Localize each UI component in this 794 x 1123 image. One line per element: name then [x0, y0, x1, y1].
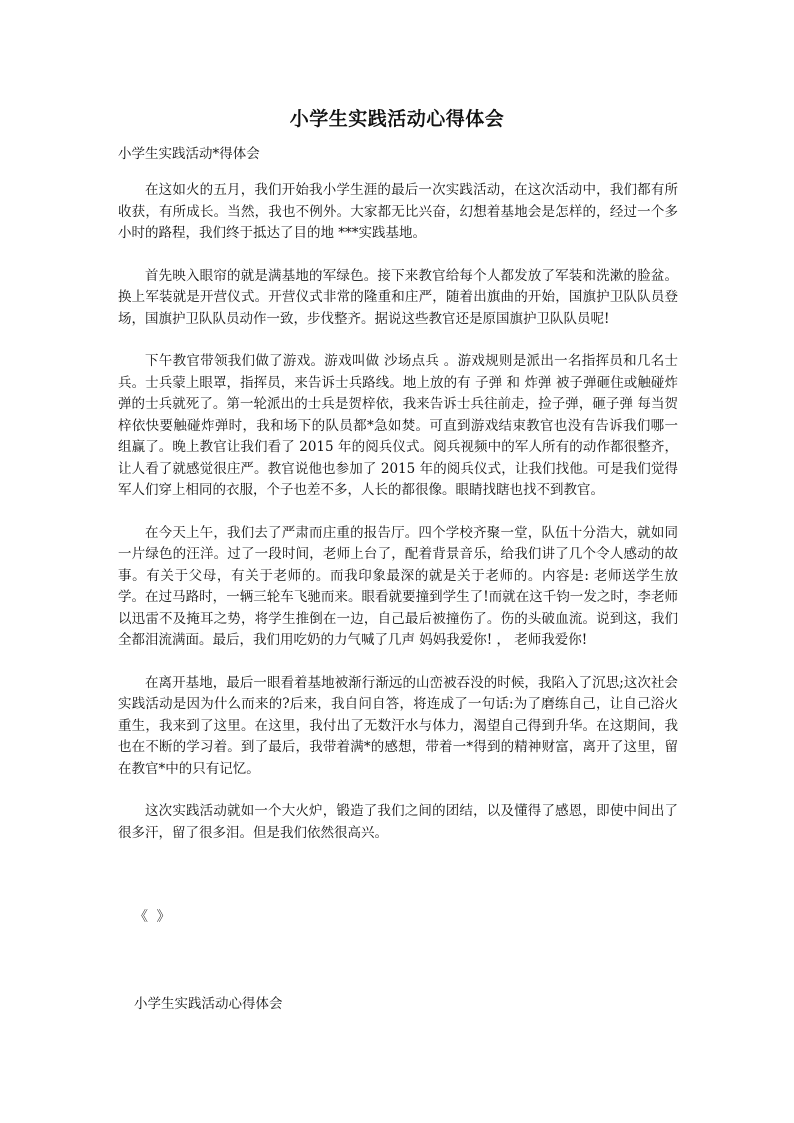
- paragraph: 在今天上午，我们去了严肃而庄重的报告厅。四个学校齐聚一堂，队伍十分浩大，就如同一片绿色的汪洋。过了一段时间，老师上台了，配着背景音乐，给我们讲了几个令人感动的故事。有关于父母，有关于老师的。而我印象最深的就是关于老师的。内容是: 老师送学生放学。在过马路时，一辆三轮车飞驰而来。眼看就要撞到学生了!而就在这千钧一发之时，李老师以迅雷不及掩耳之势，将学生推倒在一边，自己最后被撞伤了。伤的头破血流。说到这，我们全都泪流满面。最后，我们用吃奶的力气喊了几声 妈妈我爱你! ， 老师我爱你!: [118, 524, 678, 648]
- paragraph: 在这如火的五月，我们开始我小学生涯的最后一次实践活动，在这次活动中，我们都有所收获，有所成长。当然，我也不例外。大家都无比兴奋，幻想着基地会是怎样的，经过一个多小时的路程，我们终于抵达了目的地 ***实践基地。: [118, 182, 678, 241]
- paragraph: 首先映入眼帘的就是满基地的军绿色。接下来教官给每个人都发放了军装和洗漱的脸盆。换上军装就是开营仪式。开营仪式非常的隆重和庄严，随着出旗曲的开始，国旗护卫队队员登场，国旗护卫队队员动作一致，步伐整齐。据说这些教官还是原国旗护卫队队员呢!: [118, 267, 678, 327]
- document-subtitle: 小学生实践活动*得体会: [118, 146, 260, 162]
- document-body: [118, 180, 678, 865]
- paragraph: 下午教官带领我们做了游戏。游戏叫做 沙场点兵 。游戏规则是派出一名指挥员和几名士兵。士兵蒙上眼罩，指挥员，来告诉士兵路线。地上放的有 子弹 和 炸弹 被子弹砸住或触碰炸弹的士兵就死了。第一轮派出的士兵是贺梓依，我来告诉士兵往前走，捡子弹，砸子弹 每当贺梓依快要触碰炸弹时，我和场下的队员都*急如焚。可直到游戏结束教官也没有告诉我们哪一组赢了。晚上教官让我们看了 2015 年的阅兵仪式。阅兵视频中的军人所有的动作都很整齐，让人看了就感觉很庄严。教官说他也参加了 2015 年的阅兵仪式，让我们找他。可是我们觉得军人们穿上相同的衣服，个子也差不多，人长的都很像。眼睛找瞎也找不到教官。: [118, 353, 678, 498]
- document-title: 小学生实践活动心得体会: [289, 108, 505, 130]
- paragraph: 这次实践活动就如一个大火炉，锻造了我们之间的团结，以及懂得了感恩，即使中间出了很多汗，留了很多泪。但是我们依然很高兴。: [118, 803, 678, 841]
- book-title-marks: 《 》: [134, 909, 173, 925]
- paragraph: 在离开基地，最后一眼看着基地被渐行渐远的山峦被吞没的时候，我陷入了沉思;这次社会实践活动是因为什么而来的?后来，我自问自答，将连成了一句话:为了磨练自己，让自己浴火重生，我来到了这里。在这里，我付出了无数汗水与体力，渴望自己得到升华。在这期间，我也在不断的学习着。到了最后，我带着满*的感想，带着一*得到的精神财富，离开了这里，留在教官*中的只有记忆。: [118, 674, 678, 777]
- footer-title: 小学生实践活动心得体会: [134, 996, 283, 1012]
